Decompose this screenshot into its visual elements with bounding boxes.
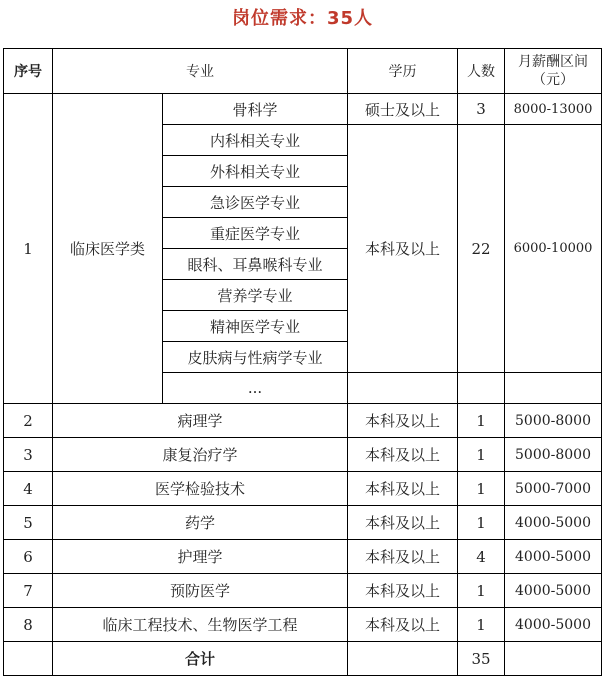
education-cell: 本科及以上 <box>348 125 458 373</box>
header-row <box>4 49 602 94</box>
count-cell: 1 <box>458 506 505 540</box>
education-cell: 本科及以上 <box>348 574 458 608</box>
count-cell: 1 <box>458 574 505 608</box>
education-cell: 本科及以上 <box>348 438 458 472</box>
major-cell: ... <box>163 373 348 404</box>
major-cell: 骨科学 <box>163 94 348 125</box>
salary-cell: 5000-7000 <box>505 472 602 506</box>
major-cell: 医学检验技术 <box>53 472 348 506</box>
salary-cell: 5000-8000 <box>505 404 602 438</box>
major-cell: 眼科、耳鼻喉科专业 <box>163 249 348 280</box>
table-row <box>4 574 602 608</box>
count-cell: 1 <box>458 404 505 438</box>
count-cell: 22 <box>458 125 505 373</box>
table-row <box>4 438 602 472</box>
total-row <box>4 642 602 676</box>
empty-cell <box>348 642 458 676</box>
recruitment-table <box>3 48 602 676</box>
education-cell: 本科及以上 <box>348 472 458 506</box>
education-cell: 本科及以上 <box>348 404 458 438</box>
table-row <box>4 94 602 125</box>
major-cell: 重症医学专业 <box>163 218 348 249</box>
salary-cell: 4000-5000 <box>505 506 602 540</box>
major-cell: 病理学 <box>53 404 348 438</box>
major-cell: 外科相关专业 <box>163 156 348 187</box>
count-cell: 1 <box>458 472 505 506</box>
table-row <box>4 506 602 540</box>
salary-cell: 4000-5000 <box>505 540 602 574</box>
empty-cell <box>505 642 602 676</box>
major-cell: 预防医学 <box>53 574 348 608</box>
header-major: 专业 <box>53 49 348 94</box>
major-cell: 内科相关专业 <box>163 125 348 156</box>
count-cell: 1 <box>458 438 505 472</box>
row-seq: 4 <box>4 472 53 506</box>
table-row <box>4 608 602 642</box>
category-cell: 临床医学类 <box>53 94 163 404</box>
row-seq: 7 <box>4 574 53 608</box>
row-seq: 6 <box>4 540 53 574</box>
row-seq: 1 <box>4 94 53 404</box>
count-cell: 1 <box>458 608 505 642</box>
salary-cell: 5000-8000 <box>505 438 602 472</box>
empty-cell <box>4 642 53 676</box>
education-cell: 本科及以上 <box>348 608 458 642</box>
empty-cell <box>458 373 505 404</box>
table-row <box>4 540 602 574</box>
major-cell: 临床工程技术、生物医学工程 <box>53 608 348 642</box>
row-seq: 5 <box>4 506 53 540</box>
count-cell: 4 <box>458 540 505 574</box>
header-count: 人数 <box>458 49 505 94</box>
major-cell: 护理学 <box>53 540 348 574</box>
education-cell: 本科及以上 <box>348 506 458 540</box>
education-cell: 本科及以上 <box>348 540 458 574</box>
salary-cell: 4000-5000 <box>505 608 602 642</box>
salary-cell: 4000-5000 <box>505 574 602 608</box>
major-cell: 康复治疗学 <box>53 438 348 472</box>
empty-cell <box>505 373 602 404</box>
row-seq: 3 <box>4 438 53 472</box>
table-row <box>4 472 602 506</box>
row-seq: 2 <box>4 404 53 438</box>
major-cell: 精神医学专业 <box>163 311 348 342</box>
major-cell: 药学 <box>53 506 348 540</box>
header-education: 学历 <box>348 49 458 94</box>
header-seq: 序号 <box>4 49 53 94</box>
count-cell: 3 <box>458 94 505 125</box>
header-salary: 月薪酬区间（元） <box>505 49 602 94</box>
row-seq: 8 <box>4 608 53 642</box>
total-count: 35 <box>458 642 505 676</box>
major-cell: 营养学专业 <box>163 280 348 311</box>
salary-cell: 6000-10000 <box>505 125 602 373</box>
total-label: 合计 <box>53 642 348 676</box>
page-title: 岗位需求：35人 <box>231 8 374 29</box>
major-cell: 急诊医学专业 <box>163 187 348 218</box>
empty-cell <box>348 373 458 404</box>
major-cell: 皮肤病与性病学专业 <box>163 342 348 373</box>
education-cell: 硕士及以上 <box>348 94 458 125</box>
table-row <box>4 404 602 438</box>
salary-cell: 8000-13000 <box>505 94 602 125</box>
